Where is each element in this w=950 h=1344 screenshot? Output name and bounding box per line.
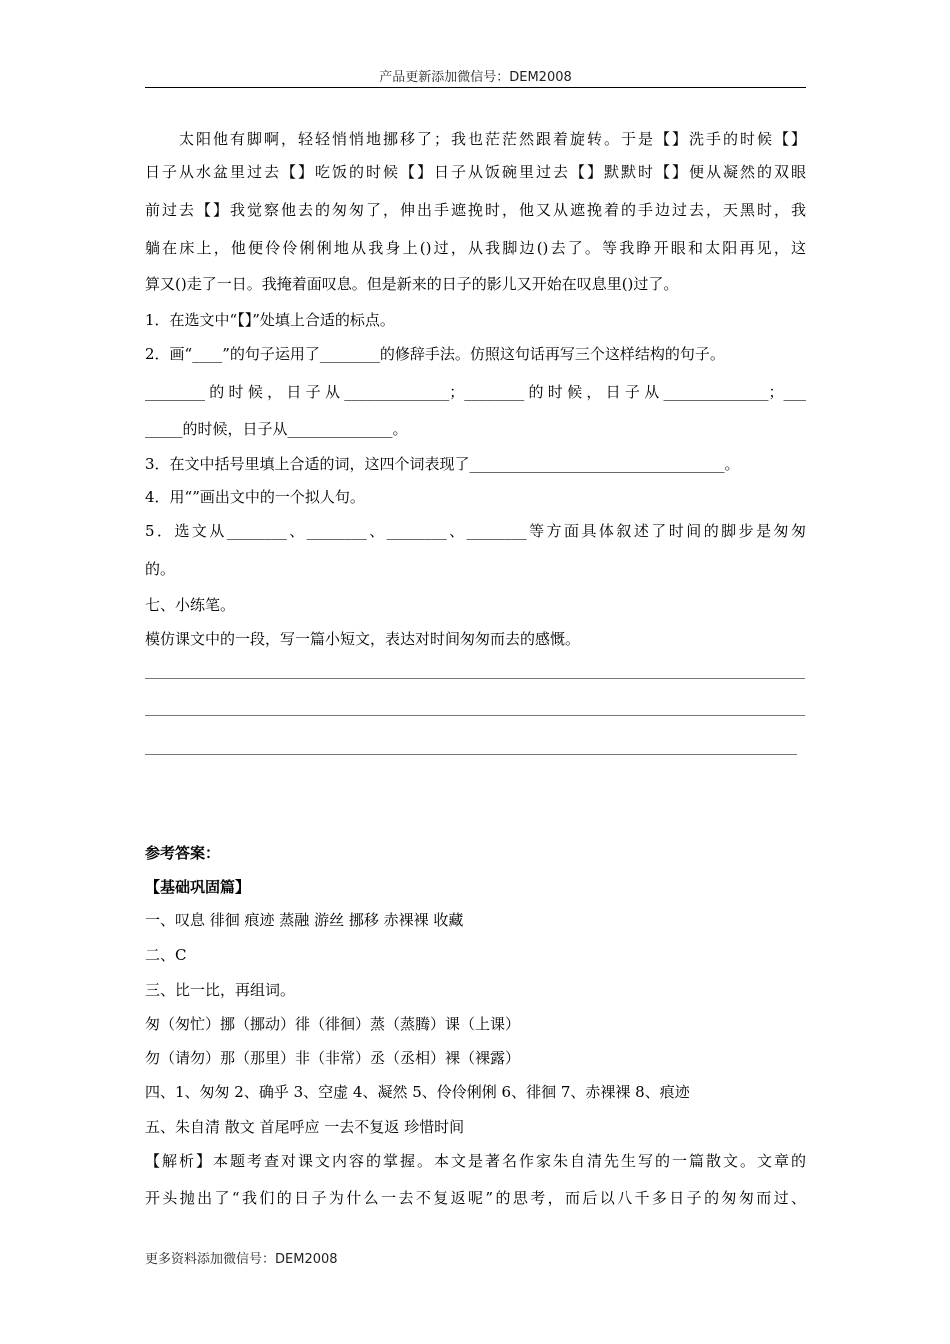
answers-subtitle: 【基础巩固篇】 [145, 878, 251, 896]
writing-line [145, 754, 797, 755]
page-footer: 更多资料添加微信号：DEM2008 [145, 1252, 338, 1267]
answer-item: 三、比一比，再组词。 [145, 981, 296, 999]
question-1: 1．在选文中“【】”处填上合适的标点。 [145, 311, 395, 329]
answer-item: 一、叹息 徘徊 痕迹 蒸融 游丝 挪移 赤裸裸 收藏 [145, 911, 464, 929]
page-header: 产品更新添加微信号：DEM2008 [379, 70, 572, 85]
answer-item: 二、C [145, 946, 187, 964]
passage-line: 太阳他有脚啊，轻轻悄悄地挪移了；我也茫茫然跟着旋转。于是【】洗手的时候【】 [145, 130, 806, 148]
passage-line: 躺在床上，他便伶伶俐俐地从我身上()过，从我脚边()去了。等我睁开眼和太阳再见，这 [145, 239, 806, 257]
passage-line: 日子从水盆里过去【】吃饭的时候【】日子从饭碗里过去【】默默时【】便从凝然的双眼 [145, 163, 806, 181]
section-7-prompt: 模仿课文中的一段，写一篇小短文，表达对时间匆匆而去的感慨。 [145, 630, 581, 648]
writing-line [145, 715, 805, 716]
question-3: 3．在文中括号里填上合适的词，这四个词表现了__________________________________。 [145, 455, 740, 473]
answer-item: 四、1、匆匆 2、确乎 3、空虚 4、凝然 5、伶伶俐俐 6、徘徊 7、赤裸裸 8、痕迹 [145, 1083, 690, 1101]
question-5-cont: 的。 [145, 560, 176, 578]
answers-title: 参考答案： [145, 844, 221, 862]
question-2: 2．画“____”的句子运用了________的修辞手法。仿照这句话再写三个这样结构的句子。 [145, 345, 725, 363]
passage-line: 算又()走了一日。我掩着面叹息。但是新来的日子的影儿又开始在叹息里()过了。 [145, 275, 679, 293]
answer-analysis: 开头抛出了“我们的日子为什么一去不复返呢”的思考，而后以八千多日子的匆匆而过、 [145, 1189, 806, 1207]
answer-item: 匆（匆忙）挪（挪动）徘（徘徊）蒸（蒸腾）课（上课） [145, 1015, 521, 1033]
question-2-blanks: ________的时候，日子从______________；________的时候，日子从______________；___ [145, 383, 806, 401]
question-5: 5．选文从________、________、________、________等方面具体叙述了时间的脚步是匆匆 [145, 522, 806, 540]
writing-line [145, 678, 805, 679]
header-rule [145, 87, 806, 88]
question-2-blanks-cont: _____的时候，日子从______________。 [145, 420, 408, 438]
passage-line: 前过去【】我觉察他去的匆匆了，伸出手遮挽时，他又从遮挽着的手边过去，天黑时，我 [145, 201, 806, 219]
section-7-title: 七、小练笔。 [145, 596, 236, 614]
answer-analysis: 【解析】本题考查对课文内容的掌握。本文是著名作家朱自清先生写的一篇散文。文章的 [145, 1152, 806, 1170]
question-4: 4．用“”画出文中的一个拟人句。 [145, 488, 365, 506]
answer-item: 五、朱自清 散文 首尾呼应 一去不复返 珍惜时间 [145, 1118, 465, 1136]
answer-item: 勿（请勿）那（那里）非（非常）丞（丞相）裸（裸露） [145, 1049, 521, 1067]
